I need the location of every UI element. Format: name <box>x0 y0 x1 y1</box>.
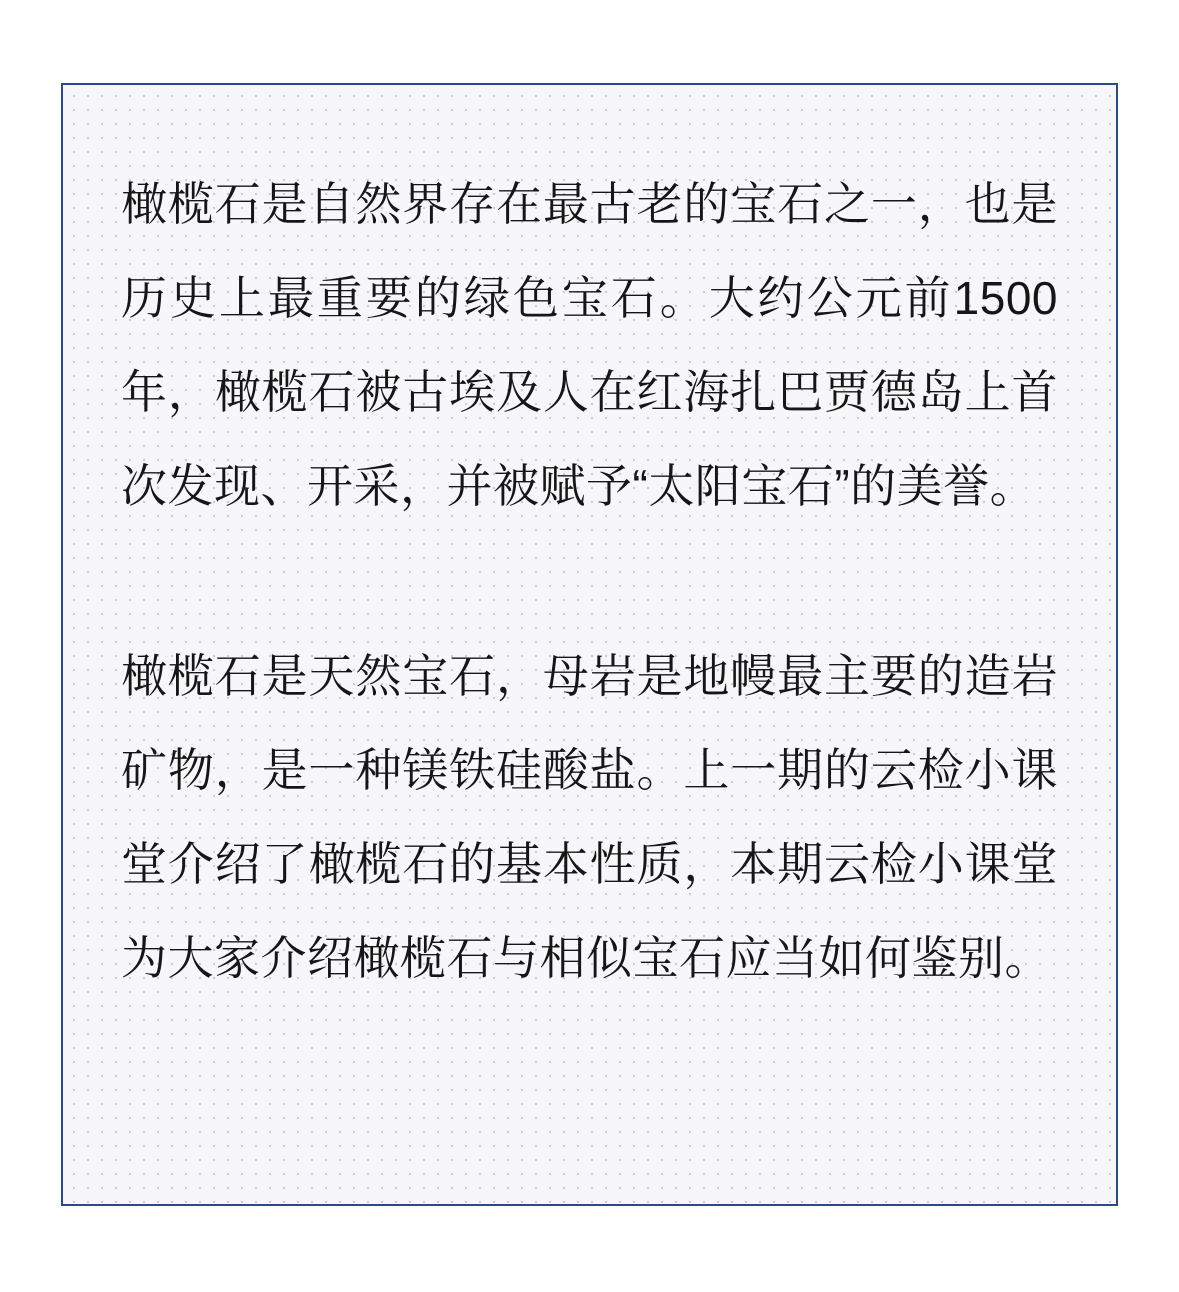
content-card <box>61 83 1118 1206</box>
paragraph-1: 橄榄石是自然界存在最古老的宝石之一，也是历史上最重要的绿色宝石。大约公元前1500年，橄榄石被古埃及人在红海扎巴贾德岛上首次发现、开采，并被赋予“太阳宝石”的美誉。 <box>121 178 1058 512</box>
paragraph-2: 橄榄石是天然宝石，母岩是地幔最主要的造岩矿物，是一种镁铁硅酸盐。上一期的云检小课堂介绍了橄榄石的基本性质，本期云检小课堂为大家介绍橄榄石与相似宝石应当如何鉴别。 <box>121 650 1058 984</box>
card-content <box>63 85 1116 1204</box>
